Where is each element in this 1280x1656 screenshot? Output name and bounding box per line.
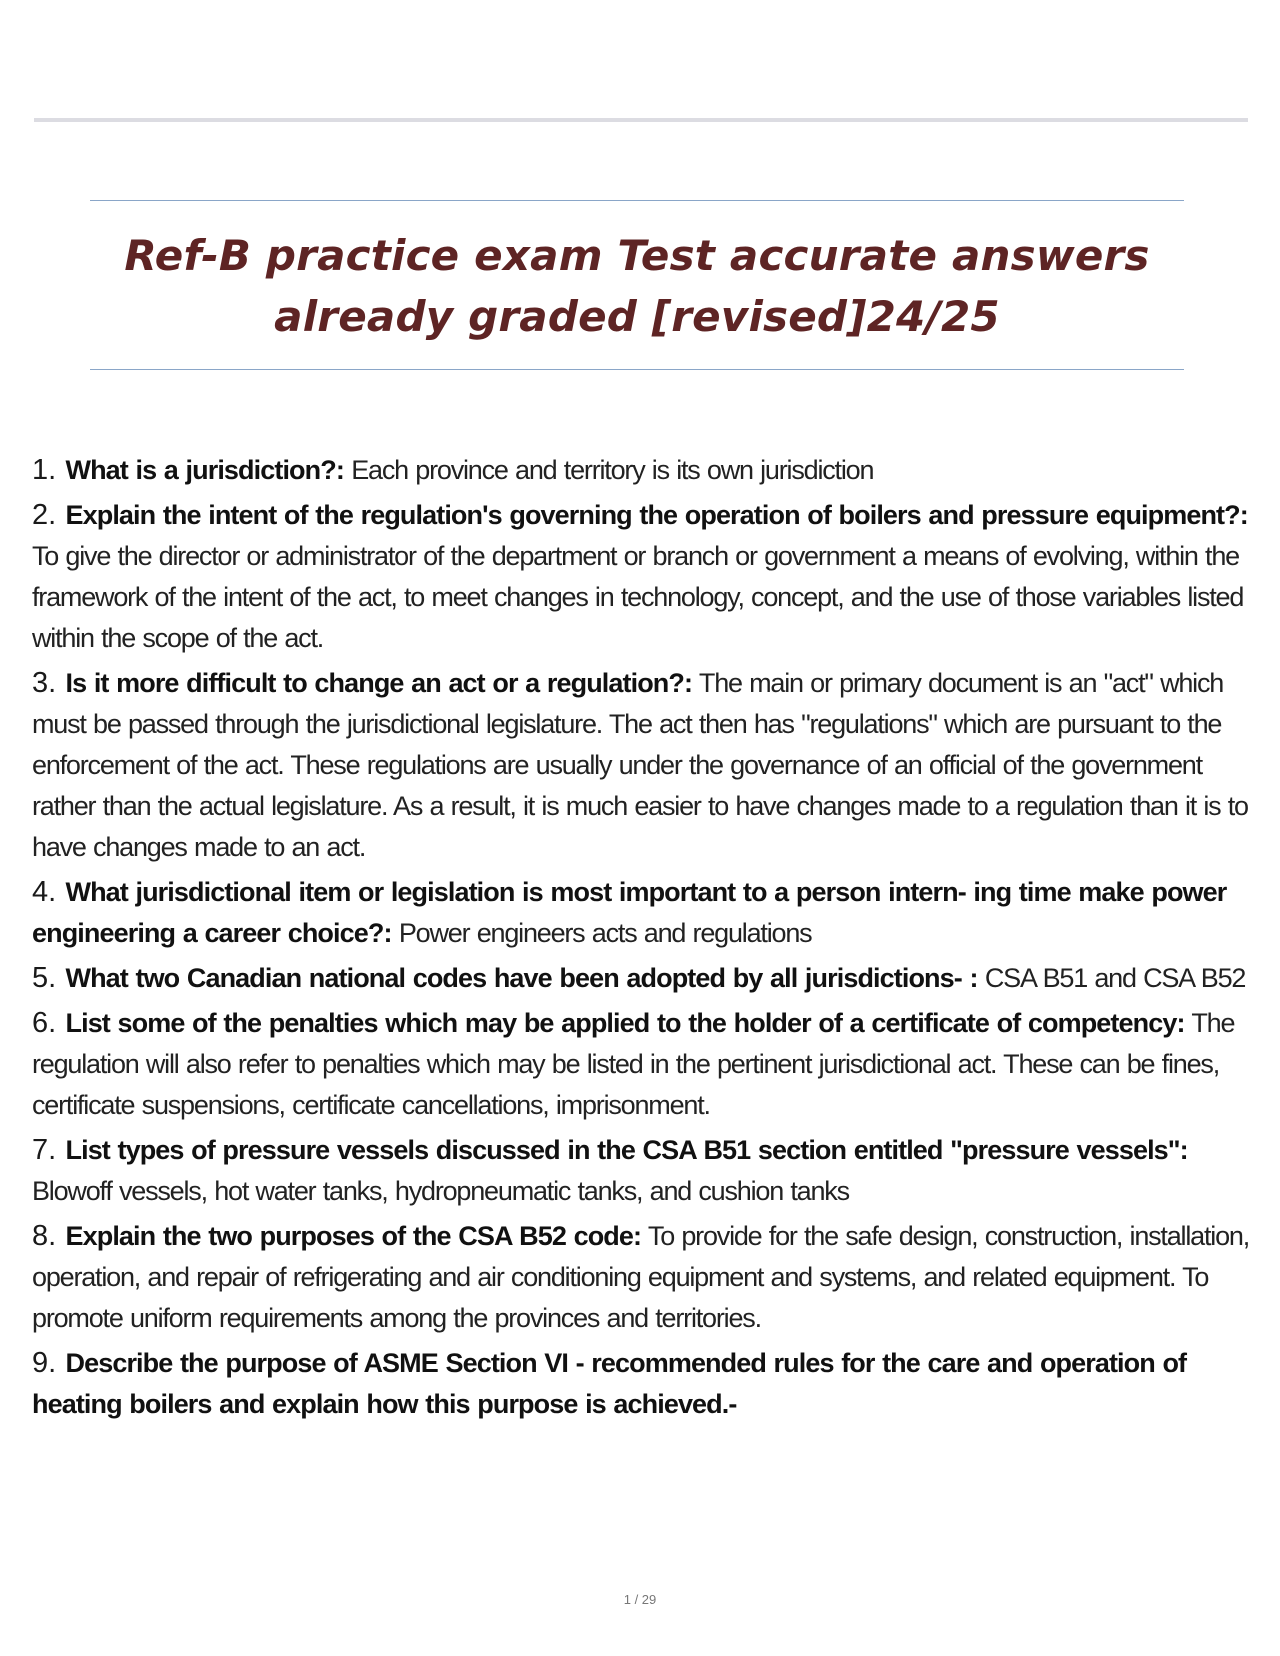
answer-text: CSA B51 and CSA B52 xyxy=(984,963,1246,993)
question-item-9 xyxy=(32,1343,1252,1425)
question-text: What two Canadian national codes have been adopted by all jurisdictions- : xyxy=(65,963,978,993)
question-text: List some of the penalties which may be applied to the holder of a certificate of competency: xyxy=(65,1008,1185,1038)
question-item-3 xyxy=(32,663,1252,868)
question-item-5 xyxy=(32,958,1252,999)
question-number: 7. xyxy=(32,1134,57,1166)
question-item-6 xyxy=(32,1003,1252,1126)
question-number: 4. xyxy=(32,876,57,908)
question-number: 6. xyxy=(32,1007,57,1039)
answer-text: Each province and territory is its own jurisdiction xyxy=(351,455,874,485)
question-number: 1. xyxy=(32,454,57,486)
question-text: Explain the intent of the regulation's governing the operation of boilers and pressure equipment?: xyxy=(65,500,1248,530)
question-item-4 xyxy=(32,872,1252,954)
answer-text: The regulation will also refer to penalties which may be listed in the pertinent jurisdictional act. These can be fines, certificate suspensions, certificate cancellations, imprisonment. xyxy=(32,1008,1235,1120)
answer-text: Blowoff vessels, hot water tanks, hydropneumatic tanks, and cushion tanks xyxy=(32,1176,849,1206)
question-item-2 xyxy=(32,495,1252,659)
question-number: 8. xyxy=(32,1220,57,1252)
question-text: Is it more difficult to change an act or a regulation?: xyxy=(65,668,693,698)
document-title xyxy=(90,225,1184,347)
question-item-7 xyxy=(32,1130,1252,1212)
title-line-1: Ref-B practice exam Test accurate answers xyxy=(124,231,1150,280)
question-number: 2. xyxy=(32,499,57,531)
question-number: 3. xyxy=(32,667,57,699)
question-text: List types of pressure vessels discussed in the CSA B51 section entitled "pressure vessels": xyxy=(65,1135,1188,1165)
question-text: What is a jurisdiction?: xyxy=(65,455,344,485)
question-number: 9. xyxy=(32,1347,57,1379)
question-item-8 xyxy=(32,1216,1252,1339)
question-text: Explain the two purposes of the CSA B52 code: xyxy=(65,1221,642,1251)
question-number: 5. xyxy=(32,962,57,994)
answer-text: The main or primary document is an "act" which must be passed through the jurisdictional legislature. The act then has "regulations" which are pursuant to the enforcement of the act. These regulations are usually under the governance of an official of the government rather than the actual legislature. As a result, it is much easier to have changes made to a regulation than it is to have changes made to an act. xyxy=(32,668,1248,862)
question-text: What jurisdictional item or legislation is most important to a person intern- ing time make power engineering a career choice?: xyxy=(32,877,1227,948)
title-block xyxy=(90,200,1184,370)
answer-text: Power engineers acts and regulations xyxy=(398,918,812,948)
top-divider xyxy=(34,118,1248,122)
title-line-2: already graded [revised]24/25 xyxy=(274,292,1000,341)
question-text: Describe the purpose of ASME Section VI - recommended rules for the care and operation of heating boilers and explain how this purpose is achieved.- xyxy=(32,1348,1187,1419)
answer-text: To provide for the safe design, construction, installation, operation, and repair of refrigerating and air conditioning equipment and systems, and related equipment. To promote uniform requirements among the provinces and territories. xyxy=(32,1221,1249,1333)
question-item-1 xyxy=(32,450,1252,491)
page-number: 1 / 29 xyxy=(623,1592,657,1607)
answer-text: To give the director or administrator of the department or branch or government a means of evolving, within the framework of the intent of the act, to meet changes in technology, concept, and the use of those variables listed within the scope of the act. xyxy=(32,541,1244,653)
question-list xyxy=(32,450,1252,1429)
